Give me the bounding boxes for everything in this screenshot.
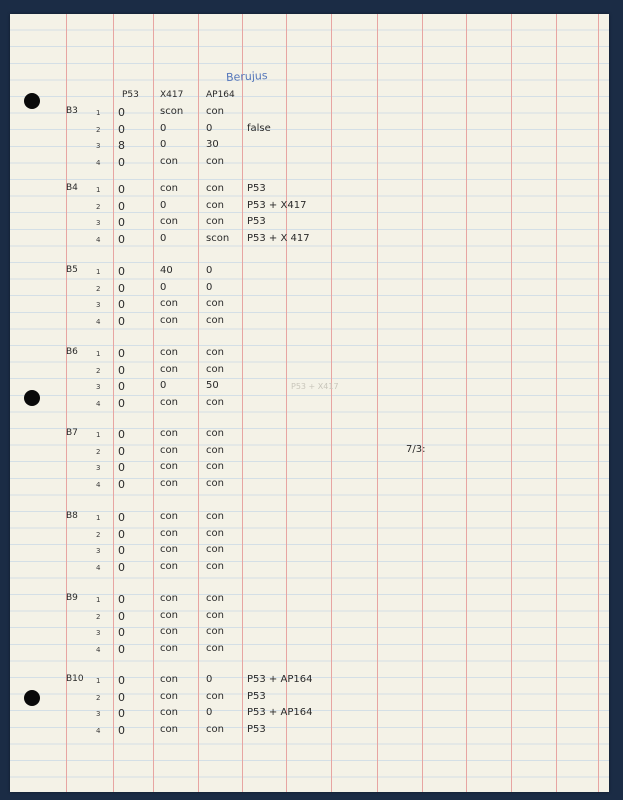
header-p53: P53	[122, 90, 139, 100]
tube-number: 1	[96, 186, 101, 194]
cell-p53: 0	[118, 363, 125, 377]
tube-number: 2	[96, 693, 101, 702]
group-label: B9	[66, 593, 78, 603]
cell-note: P53	[247, 723, 266, 735]
cell-p53: 0	[118, 461, 125, 474]
cell-note: P53 + AP164	[247, 707, 313, 718]
cell-x417: con	[160, 593, 178, 604]
tube-number: 2	[96, 366, 101, 375]
cell-ap164: con	[206, 155, 224, 167]
cell-ap164: con	[206, 199, 224, 211]
cell-x417: con	[160, 560, 178, 572]
cell-p53: 0	[118, 396, 125, 410]
tube-number: 4	[96, 563, 101, 572]
cell-x417: 0	[160, 232, 167, 244]
tube-number: 1	[96, 268, 101, 276]
cell-p53: 0	[118, 511, 125, 524]
cell-note: P53 + X 417	[247, 232, 310, 244]
group-label: B5	[66, 265, 78, 275]
cell-ap164: con	[206, 444, 224, 456]
cell-ap164: con	[206, 106, 224, 117]
tube-number: 4	[96, 645, 101, 654]
tube-number: 1	[96, 596, 101, 604]
tube-number: 3	[96, 629, 101, 637]
cell-note: P53 + AP164	[247, 674, 313, 685]
cell-x417: con	[160, 707, 178, 718]
cell-p53: 0	[118, 560, 125, 574]
cell-p53: 0	[118, 347, 125, 360]
cell-p53: 0	[118, 674, 125, 687]
tube-number: 1	[96, 677, 101, 685]
cell-p53: 0	[118, 122, 125, 136]
tube-number: 1	[96, 431, 101, 439]
tube-number: 2	[96, 530, 101, 539]
cell-p53: 0	[118, 106, 125, 119]
cell-p53: 0	[118, 183, 125, 196]
header-x417: X417	[160, 90, 184, 100]
tube-number: 3	[96, 710, 101, 718]
cell-note: P53	[247, 216, 266, 227]
tube-number: 3	[96, 547, 101, 555]
cell-x417: 40	[160, 265, 173, 276]
cell-p53: 0	[118, 155, 125, 169]
group-label: B7	[66, 428, 78, 438]
punch-hole	[24, 690, 40, 706]
cell-p53: 0	[118, 314, 125, 328]
cell-p53: 0	[118, 723, 125, 737]
cell-x417: con	[160, 363, 178, 375]
tube-number: 4	[96, 158, 101, 167]
cell-ap164: con	[206, 642, 224, 654]
header-ap164: AP164	[206, 90, 235, 100]
tube-number: 3	[96, 301, 101, 309]
cell-x417: 0	[160, 139, 167, 150]
cell-p53: 0	[118, 428, 125, 441]
cell-ap164: con	[206, 626, 224, 637]
group-label: B4	[66, 183, 78, 193]
cell-x417: con	[160, 723, 178, 735]
cell-x417: con	[160, 428, 178, 439]
punch-hole	[24, 93, 40, 109]
cell-p53: 0	[118, 199, 125, 213]
cell-note: P53	[247, 690, 266, 702]
cell-p53: 0	[118, 690, 125, 704]
column-rule	[422, 14, 423, 792]
cell-ap164: con	[206, 477, 224, 489]
column-rule	[377, 14, 378, 792]
cell-ap164: con	[206, 298, 224, 309]
cell-x417: con	[160, 461, 178, 472]
cell-p53: 0	[118, 626, 125, 639]
column-rule	[198, 14, 199, 792]
tube-number: 1	[96, 514, 101, 522]
cell-ap164: con	[206, 593, 224, 604]
cell-ap164: con	[206, 314, 224, 326]
group-label: B8	[66, 511, 78, 521]
cell-p53: 0	[118, 593, 125, 606]
tube-number: 3	[96, 142, 101, 150]
cell-p53: 0	[118, 477, 125, 491]
cell-ap164: 0	[206, 707, 213, 718]
cell-ap164: 0	[206, 281, 213, 293]
tube-number: 4	[96, 235, 101, 244]
cell-x417: con	[160, 690, 178, 702]
tube-number: 2	[96, 202, 101, 211]
column-rule	[331, 14, 332, 792]
cell-p53: 0	[118, 281, 125, 295]
cell-x417: con	[160, 444, 178, 456]
group-label: B6	[66, 347, 78, 357]
cell-note: false	[247, 122, 271, 134]
cell-ap164: 50	[206, 380, 219, 391]
punch-hole	[24, 390, 40, 406]
cell-x417: 0	[160, 281, 167, 293]
cell-p53: 0	[118, 265, 125, 278]
cell-ap164: con	[206, 560, 224, 572]
tube-number: 2	[96, 612, 101, 621]
column-rule	[511, 14, 512, 792]
cell-x417: con	[160, 155, 178, 167]
cell-ap164: con	[206, 428, 224, 439]
cell-x417: con	[160, 609, 178, 621]
cell-x417: con	[160, 477, 178, 489]
cell-x417: 0	[160, 380, 167, 391]
cell-p53: 0	[118, 707, 125, 720]
cell-ap164: 0	[206, 265, 213, 276]
column-rule	[556, 14, 557, 792]
tube-number: 4	[96, 726, 101, 735]
tube-number: 1	[96, 350, 101, 358]
cell-ap164: con	[206, 183, 224, 194]
tube-number: 2	[96, 125, 101, 134]
cell-note: P53 + X417	[247, 199, 307, 211]
cell-ap164: con	[206, 396, 224, 408]
cell-ap164: con	[206, 723, 224, 735]
cell-x417: con	[160, 544, 178, 555]
cell-x417: con	[160, 216, 178, 227]
cell-p53: 0	[118, 216, 125, 229]
column-rule	[113, 14, 114, 792]
tube-number: 3	[96, 219, 101, 227]
cell-ap164: scon	[206, 232, 230, 244]
cell-p53: 0	[118, 544, 125, 557]
cell-ap164: 0	[206, 122, 213, 134]
tube-number: 3	[96, 464, 101, 472]
cell-ap164: 0	[206, 674, 213, 685]
cell-x417: con	[160, 527, 178, 539]
cell-ap164: con	[206, 347, 224, 358]
cell-x417: 0	[160, 122, 167, 134]
cell-ap164: con	[206, 544, 224, 555]
group-label: B10	[66, 674, 84, 684]
cell-ap164: con	[206, 511, 224, 522]
cell-x417: con	[160, 314, 178, 326]
cell-x417: con	[160, 183, 178, 194]
cell-p53: 0	[118, 444, 125, 458]
faint-note: P53 + X417	[291, 382, 339, 391]
tube-number: 4	[96, 317, 101, 326]
cell-ap164: con	[206, 690, 224, 702]
cell-x417: con	[160, 674, 178, 685]
group-label: B3	[66, 106, 78, 116]
column-rule	[466, 14, 467, 792]
cell-ap164: con	[206, 527, 224, 539]
cell-ap164: con	[206, 363, 224, 375]
cell-ap164: con	[206, 216, 224, 227]
column-rule	[598, 14, 599, 792]
cell-x417: con	[160, 642, 178, 654]
tube-number: 2	[96, 447, 101, 456]
cell-x417: scon	[160, 106, 184, 117]
cell-x417: con	[160, 511, 178, 522]
cell-p53: 0	[118, 527, 125, 541]
cell-p53: 8	[118, 139, 125, 152]
cell-ap164: 30	[206, 139, 219, 150]
column-rule	[242, 14, 243, 792]
cell-ap164: con	[206, 461, 224, 472]
cell-p53: 0	[118, 232, 125, 246]
cell-x417: 0	[160, 199, 167, 211]
cell-x417: con	[160, 396, 178, 408]
cell-ap164: con	[206, 609, 224, 621]
cell-p53: 0	[118, 609, 125, 623]
cell-p53: 0	[118, 380, 125, 393]
tube-number: 3	[96, 383, 101, 391]
cell-note: P53	[247, 183, 266, 194]
tube-number: 2	[96, 284, 101, 293]
column-rule	[153, 14, 154, 792]
title-note: Berujus	[225, 68, 268, 85]
tube-number: 4	[96, 399, 101, 408]
tube-number: 4	[96, 480, 101, 489]
cell-p53: 0	[118, 298, 125, 311]
cell-p53: 0	[118, 642, 125, 656]
cell-x417: con	[160, 626, 178, 637]
cell-x417: con	[160, 347, 178, 358]
tube-number: 1	[96, 109, 101, 117]
cell-x417: con	[160, 298, 178, 309]
side-note: 7/3:	[406, 444, 426, 455]
